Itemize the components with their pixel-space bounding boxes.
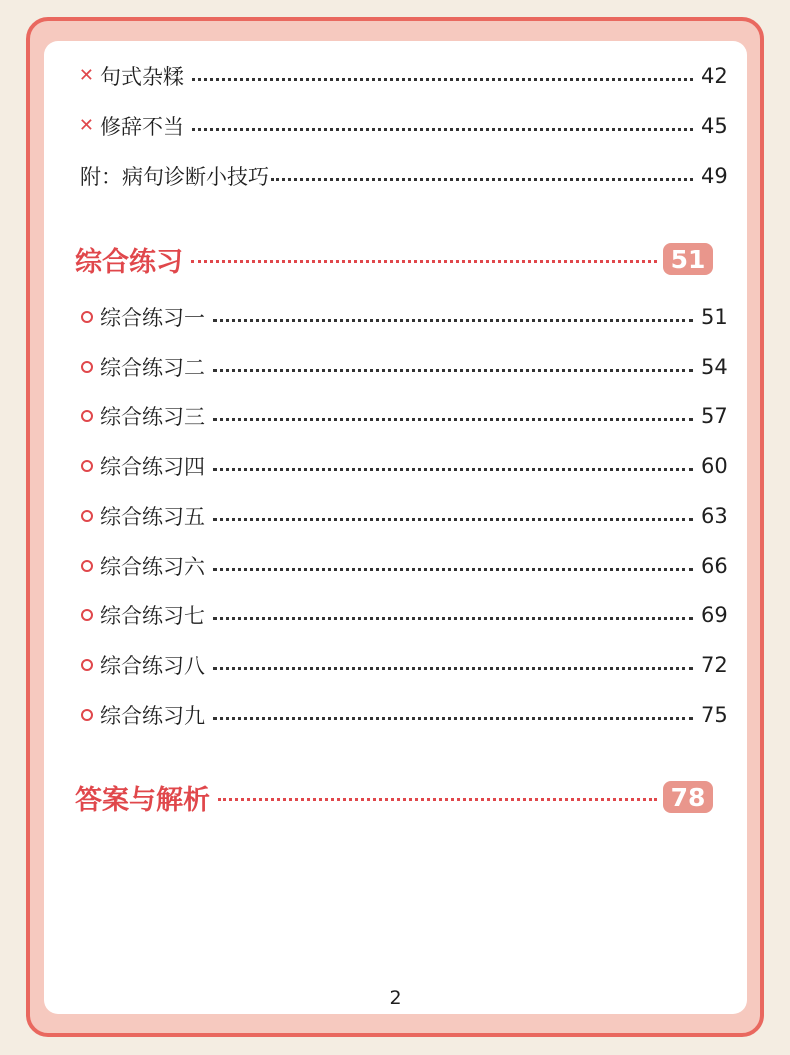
- dot-leader: [213, 617, 693, 620]
- toc-entry[interactable]: [44, 700, 747, 730]
- toc-entry[interactable]: [44, 161, 747, 191]
- cross-icon: ✕: [78, 115, 94, 136]
- toc-entry[interactable]: [44, 501, 747, 531]
- dot-leader: [213, 717, 693, 720]
- dot-leader: [213, 418, 693, 421]
- entry-label: 修辞不当: [100, 115, 184, 139]
- page-number: 2: [389, 987, 402, 1009]
- entry-label: 综合练习八: [100, 654, 205, 678]
- dot-leader: [271, 178, 693, 181]
- toc-entry[interactable]: [44, 302, 747, 332]
- dot-leader: [192, 128, 693, 131]
- section-page-badge: 51: [663, 243, 713, 275]
- entry-page-number: 45: [701, 114, 728, 138]
- entry-label: 综合练习四: [100, 455, 205, 479]
- circle-bullet-icon: [81, 410, 93, 422]
- toc-entry[interactable]: [44, 111, 747, 141]
- circle-bullet-icon: [81, 560, 93, 572]
- cross-icon: ✕: [78, 65, 94, 86]
- toc-entry[interactable]: [44, 352, 747, 382]
- circle-bullet-icon: [81, 510, 93, 522]
- toc-entry[interactable]: [44, 451, 747, 481]
- toc-entry[interactable]: [44, 600, 747, 630]
- section-heading[interactable]: [44, 239, 747, 279]
- circle-bullet-icon: [81, 460, 93, 472]
- entry-page-number: 51: [701, 305, 728, 329]
- toc-page: [44, 41, 747, 1014]
- entry-label: 综合练习二: [100, 356, 205, 380]
- circle-bullet-icon: [81, 609, 93, 621]
- circle-bullet-icon: [81, 709, 93, 721]
- section-heading[interactable]: [44, 777, 747, 817]
- toc-entry[interactable]: [44, 401, 747, 431]
- entry-page-number: 72: [701, 653, 728, 677]
- circle-bullet-icon: [81, 311, 93, 323]
- toc-entry[interactable]: [44, 551, 747, 581]
- dot-leader: [213, 568, 693, 571]
- dot-leader: [218, 798, 657, 801]
- section-title: 答案与解析: [75, 784, 210, 816]
- dot-leader: [213, 319, 693, 322]
- entry-page-number: 49: [701, 164, 728, 188]
- toc-entry[interactable]: [44, 650, 747, 680]
- entry-page-number: 57: [701, 404, 728, 428]
- entry-label: 附：病句诊断小技巧: [80, 165, 269, 189]
- section-page-badge: 78: [663, 781, 713, 813]
- circle-bullet-icon: [81, 361, 93, 373]
- entry-page-number: 42: [701, 64, 728, 88]
- entry-label: 综合练习五: [100, 505, 205, 529]
- entry-page-number: 69: [701, 603, 728, 627]
- entry-label: 句式杂糅: [100, 65, 184, 89]
- dot-leader: [213, 518, 693, 521]
- dot-leader: [213, 468, 693, 471]
- section-title: 综合练习: [75, 246, 183, 278]
- entry-page-number: 66: [701, 554, 728, 578]
- dot-leader: [213, 369, 693, 372]
- entry-page-number: 60: [701, 454, 728, 478]
- entry-label: 综合练习七: [100, 604, 205, 628]
- entry-label: 综合练习三: [100, 405, 205, 429]
- entry-label: 综合练习六: [100, 555, 205, 579]
- entry-page-number: 63: [701, 504, 728, 528]
- entry-page-number: 54: [701, 355, 728, 379]
- entry-label: 综合练习九: [100, 704, 205, 728]
- entry-label: 综合练习一: [100, 306, 205, 330]
- dot-leader: [191, 260, 657, 263]
- entry-page-number: 75: [701, 703, 728, 727]
- dot-leader: [213, 667, 693, 670]
- circle-bullet-icon: [81, 659, 93, 671]
- dot-leader: [192, 78, 693, 81]
- toc-entry[interactable]: [44, 61, 747, 91]
